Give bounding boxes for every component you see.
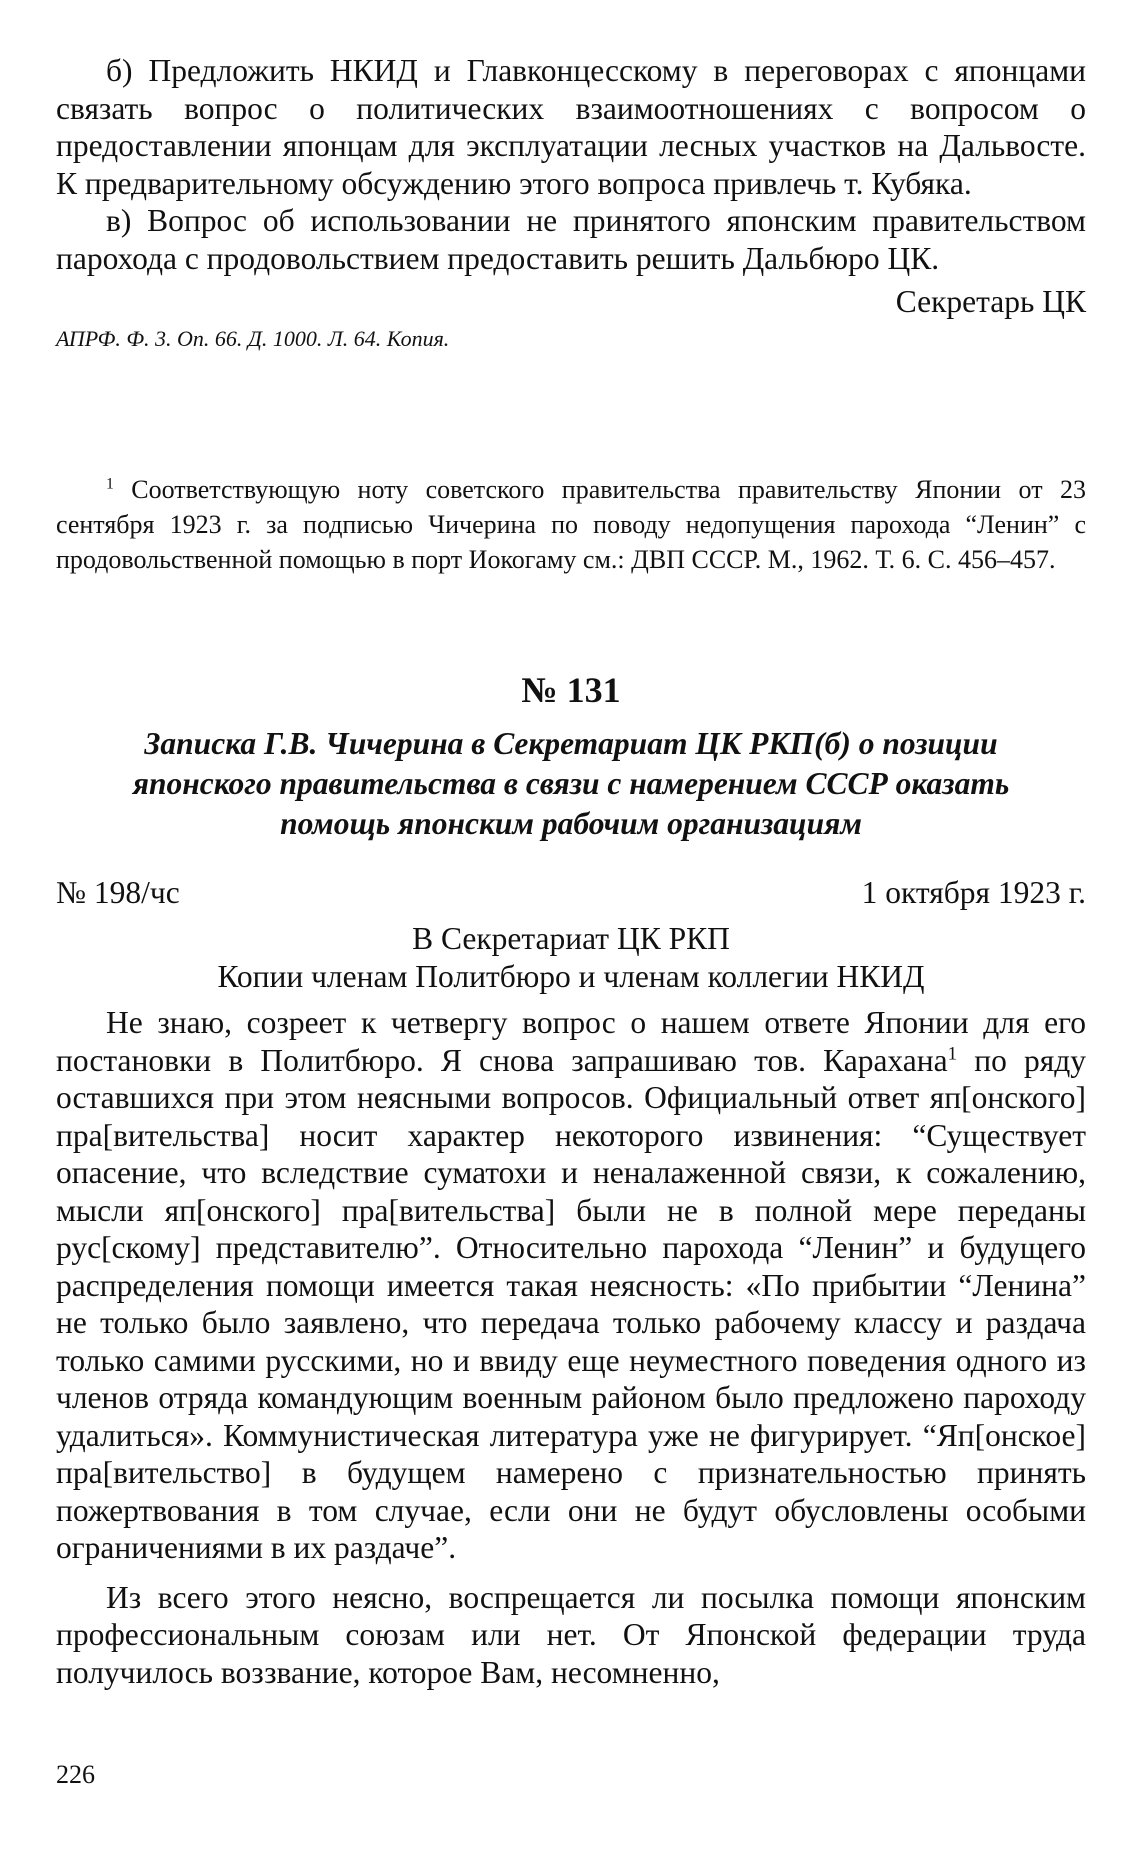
continued-resolution bbox=[56, 52, 1086, 353]
footnote-text: Соответствующую ноту советского правительства правительству Японии от 23 сентября 1923 г. за подписью Чичерина по поводу недопущения парохода “Ленин” с продовольственной помощью в порт Иокогаму см.: ДВП СССР. М., 1962. Т. 6. С. 456–457. bbox=[56, 475, 1087, 574]
addressee: В Секретариат ЦК РКП bbox=[412, 921, 730, 956]
resolution-item-v: в) Вопрос об использовании не принятого японским правительством парохода с продовольствием предоставить решить Дальбюро ЦК. bbox=[56, 203, 1086, 276]
page-number: 226 bbox=[56, 1760, 95, 1789]
footnote-block bbox=[56, 472, 1086, 577]
archive-reference: АПРФ. Ф. 3. Оп. 66. Д. 1000. Л. 64. Копия. bbox=[56, 326, 450, 351]
body-paragraph-2: Из всего этого неясно, воспрещается ли посылка помощи японским профессиональным союзам или нет. От Японской федерации труда получилось воззвание, которое Вам, несомненно, bbox=[56, 1579, 1086, 1690]
footnote-marker: 1 bbox=[106, 475, 114, 493]
copies-line: Копии членам Политбюро и членам коллегии НКИД bbox=[217, 959, 925, 994]
document-meta bbox=[56, 874, 1086, 912]
body-paragraph-1-part-b: по ряду оставшихся при этом неясными вопросов. Официальный ответ яп[онского] пра[вительства] носит характер некоторого извинения: “Существует опасение, что вследствие суматохи и неналаженной связи, к сожалению, мысли яп[онского] пра[вительства] были не в полной мере переданы рус[скому] представителю”. Относительно парохода “Ленин” и будущего распределения помощи имеется такая неясность: «По прибытии “Ленина” не только было заявлено, что передача только рабочему классу и раздача только самими русскими, но и ввиду еще неуместного поведения одного из членов отряда командующим военным районом было предложено пароходу удалиться». Коммунистическая литература уже не фигурирует. “Яп[онское] пра[вительство] в будущем намерено с признательностью принять пожертвования в том случае, если они не будут обусловлены особыми ограничениями в их раздаче”. bbox=[56, 1042, 1087, 1565]
document-131 bbox=[56, 668, 1086, 1691]
document-date: 1 октября 1923 г. bbox=[861, 875, 1086, 910]
body-paragraph-1 bbox=[56, 1004, 1086, 1567]
document-number: № 131 bbox=[521, 670, 621, 710]
document-title: Записка Г.В. Чичерина в Секретариат ЦК РКП(б) о позиции японского правительства в связи с намерением СССР оказать помощь японским рабочим организациям bbox=[132, 726, 1010, 841]
footnote bbox=[56, 472, 1086, 577]
resolution-item-b: б) Предложить НКИД и Главконцесскому в переговорах с японцами связать вопрос о политических взаимоотношениях с вопросом о предоставлении японцам для эксплуатации лесных участков на Дальвосте. К предварительному обсуждению этого вопроса привлечь т. Кубяка. bbox=[56, 53, 1086, 201]
body-paragraph-1-part-a: Не знаю, созреет к четвергу вопрос о нашем ответе Японии для его постановки в Политбюро. Я снова запрашиваю тов. Карахана bbox=[56, 1005, 1086, 1078]
signature: Секретарь ЦК bbox=[895, 284, 1086, 319]
body-footnote-marker: 1 bbox=[947, 1043, 958, 1064]
registration-number: № 198/чс bbox=[56, 875, 180, 910]
